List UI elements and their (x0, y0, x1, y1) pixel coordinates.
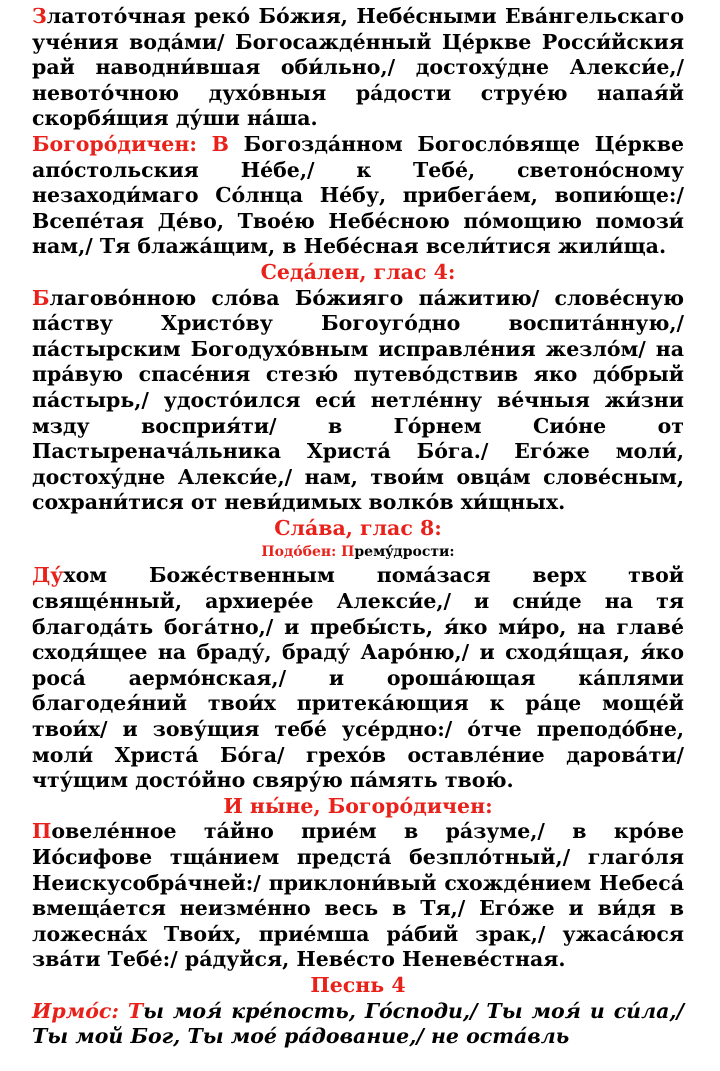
drop-initial: З (32, 4, 47, 28)
heading-i-nyne: И ны́не, Богоро́дичен: (223, 793, 493, 818)
rubric-label: Ирмо́с: Т (32, 998, 144, 1023)
paragraph-troparion-1 (32, 4, 684, 132)
drop-initial: Ду (32, 563, 64, 588)
heading-slava: Сла́ва, глас 8: (274, 515, 442, 540)
podoben-label: Подо́бен: П (261, 544, 355, 561)
paragraph-bogorodichen-1 (32, 132, 684, 260)
heading-sedalen: Седа́лен, глас 4: (260, 259, 456, 284)
paragraph-text: лагово́нною сло́ва Бо́жияго па́житию/ слове́сную па́ству Христо́ву Богоуго́дно воспита́нную,/ па́стырским Богодухо́вным исправле́ния жезло́м/ на пра́вую спасе́ния стезю́ путево́дствив яко до́брый па́стырь,/ удосто́ился еси́ нетле́нну ве́чныя жи́зни мзду восприя́ти/ в Го́рнем Сио́не от Пастыренача́льника Христа́ Бо́га./ Его́же моли́, достоху́дне Алекси́е,/ нам, твои́м овца́м слове́сным, сохрани́тися от неви́димых волко́в хи́щных. (32, 285, 684, 515)
rubric-label: Богоро́дичен: В (32, 131, 229, 156)
paragraph-text: ы моя́ кре́пость, Го́споди,/ Ты моя́ и си́ла,/ Ты мой Бог, Ты мое́ ра́дование,/ не оста́вль (32, 998, 684, 1049)
paragraph-irmos (32, 999, 684, 1050)
paragraph-bogorodichen-2 (32, 819, 684, 973)
podoben-text: ремý́дрости: (354, 544, 455, 561)
paragraph-sedalen (32, 286, 684, 516)
paragraph-text: овеле́нное та́йно прие́м в ра́зуме,/ в кро́ве Ио́сифове тща́нием предста́ безпло́тный,/ глаго́ля Неискусобра́чней:/ приклони́вый схожде́нием Небеса́ вмеща́ется неизме́нно весь в Тя,/ Его́же и ви́дя в ложесна́х Твои́х, прие́мша ра́бий зрак,/ ужаса́юся зва́ти Тебе́:/ ра́дуйся, Неве́сто Неневе́стная. (32, 819, 684, 972)
drop-initial: П (32, 819, 52, 844)
heading-pesn-4: Песнь 4 (310, 972, 406, 997)
paragraph-slava (32, 563, 684, 793)
podoben-line (32, 541, 684, 563)
paragraph-text: Богозда́нном Богосло́вяще Це́ркве апо́стольския Не́бе,/ к Тебе́, светоно́сному незаходи́маго Со́лнца Не́бу, прибега́ем, вопию́ще:/ Всепе́тая Де́во, Твое́ю Небе́сною по́мощию помози́ нам,/ Тя блажа́щим, в Небе́сная всели́тися жили́ща. (32, 131, 684, 259)
drop-initial: Б (32, 285, 50, 310)
paragraph-text: ́хом Боже́ственным пома́зася верх твой свяще́нный, архиере́е Алекси́е,/ и сни́де на тя благода́ть бога́тно,/ и пребы́сть, я́ко ми́ро, на главе́ сходя́щее на браду́, браду́ Ааро́ню,/ и сходя́щая, я́ко роса́ аермо́нская,/ и орошáющая ка́плями благодея́ний твои́х притека́ющия к ра́це моще́й твои́х/ и зову́щия тебе́ усе́рдно:/ о́тче преподо́бне, моли́ Христа́ Бо́га/ грехо́в оставле́ние дарова́ти/ чту́щим досто́йно свяру́ю па́мять твою́. (32, 563, 684, 793)
paragraph-text: латото́чная реко́ Бо́жия, Небе́сными Ева́нгельскаго уче́ния вода́ми/ Богосажде́нный Це́ркве Росси́йския рай наводни́вшая оби́льно,/ достоху́дне Алекси́е,/ невото́чною духо́вныя ра́дости струе́ю напая́й скорбя́щия ду́ши на́ша. (32, 4, 684, 131)
